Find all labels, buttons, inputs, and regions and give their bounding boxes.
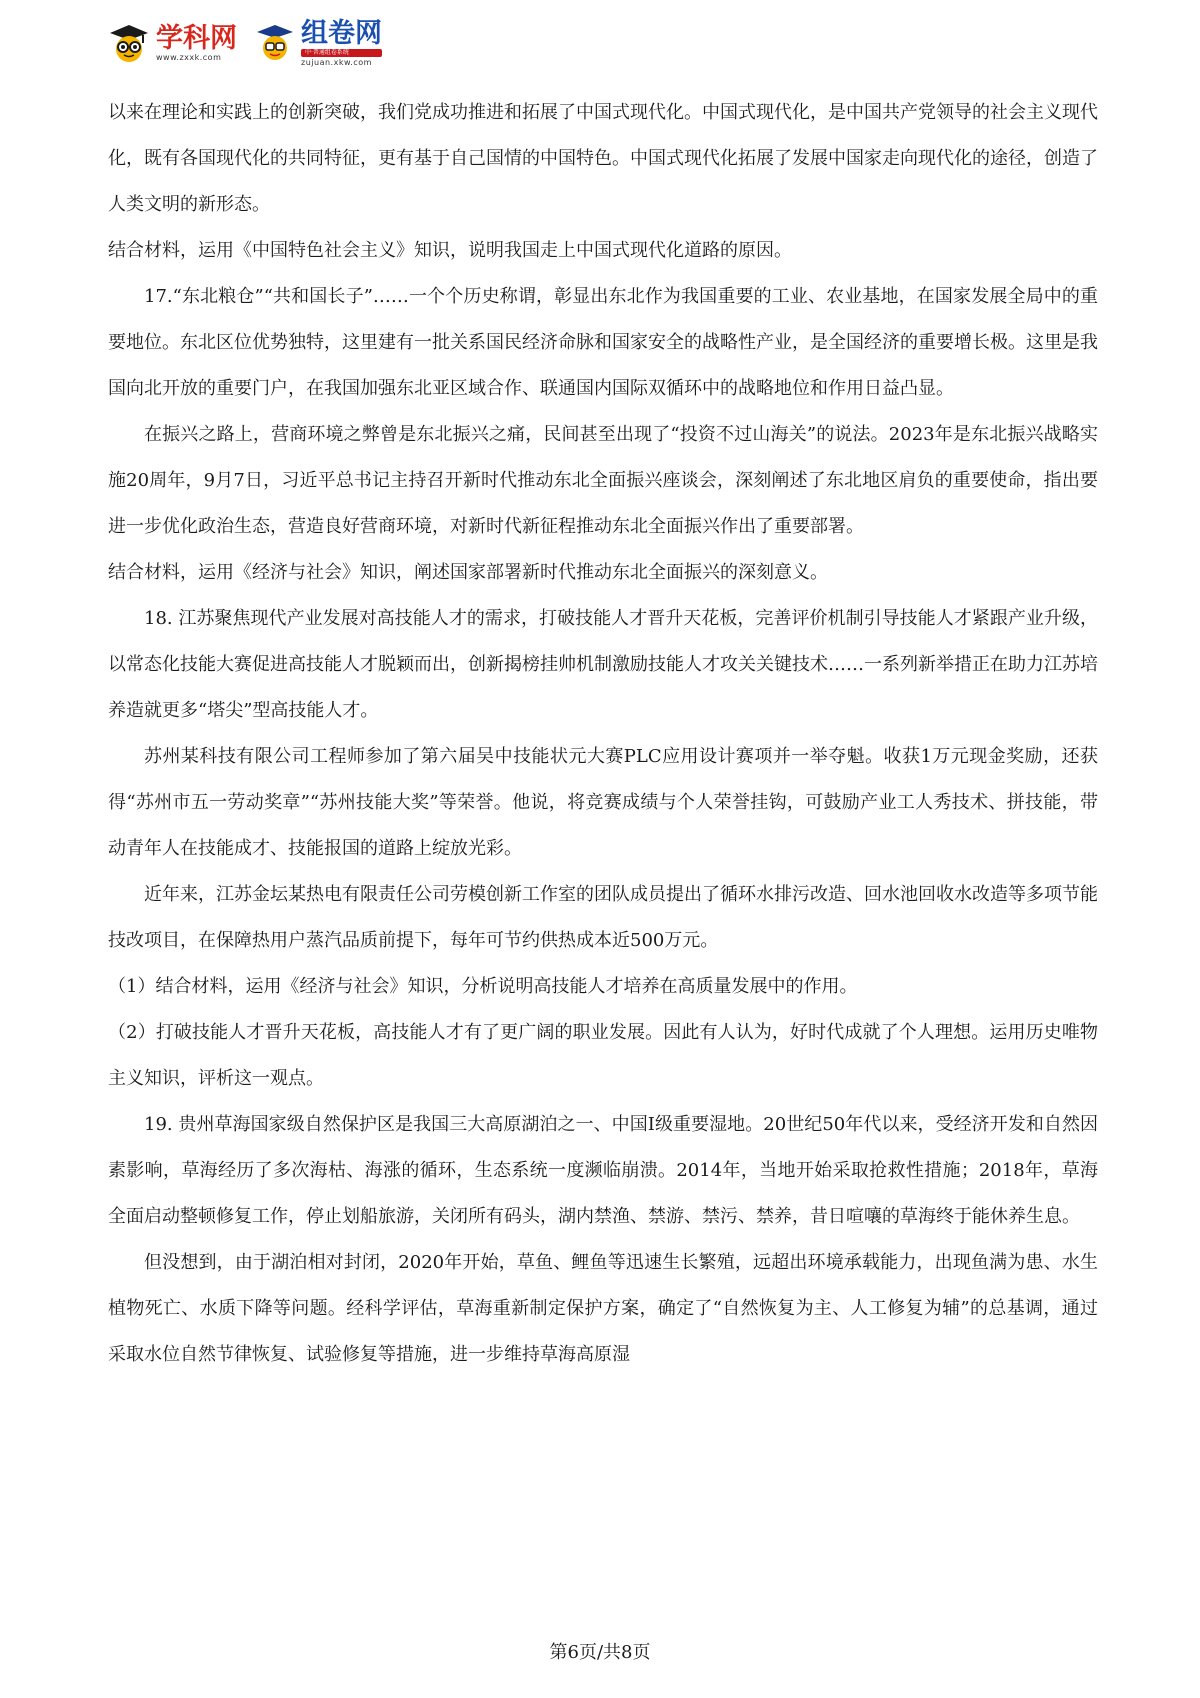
question-19-material-1: 19. 贵州草海国家级自然保护区是我国三大高原湖泊之一、中国Ⅰ级重要湿地。20世纪50年代以来，受经济开发和自然因素影响，草海经历了多次海枯、海涨的循环，生态系统一度濒临崩溃。2014年，当地开始采取抢救性措施；2018年，草海全面启动整顿修复工作，停止划船旅游，关闭所有码头，湖内禁渔、禁游、禁污、禁养，昔日喧嚷的草海终于能休养生息。 (108, 1114, 1098, 1227)
zxxk-logo[interactable] (108, 23, 237, 63)
question-17-material-2: 在振兴之路上，营商环境之弊曾是东北振兴之痛，民间甚至出现了“投资不过山海关”的说法。2023年是东北振兴战略实施20周年，9月7日，习近平总书记主持召开新时代推动东北全面振兴座谈会，深刻阐述了东北地区肩负的重要使命，指出要进一步优化政治生态，营造良好营商环境，对新时代新征程推动东北全面振兴作出了重要部署。 (108, 424, 1098, 537)
question-17-material-1: 17.“东北粮仓”“共和国长子”……一个个历史称谓，彰显出东北作为我国重要的工业、农业基地，在国家发展全局中的重要地位。东北区位优势独特，这里建有一批关系国民经济命脉和国家安全的战略性产业，是全国经济的重要增长极。这里是我国向北开放的重要门户，在我国加强东北亚区域合作、联通国内国际双循环中的战略地位和作用日益凸显。 (108, 286, 1098, 399)
question-18-material-1: 18. 江苏聚焦现代产业发展对高技能人才的需求，打破技能人才晋升天花板，完善评价机制引导技能人才紧跟产业升级，以常态化技能大赛促进高技能人才脱颖而出，创新揭榜挂帅机制激励技能人才攻关关键技术……一系列新举措正在助力江苏培养造就更多“塔尖”型高技能人才。 (108, 608, 1098, 721)
zujuan-logo-url: zujuan.xkw.com (301, 57, 372, 67)
question-16-prompt: 结合材料，运用《中国特色社会主义》知识，说明我国走上中国式现代化道路的原因。 (108, 240, 792, 261)
document-body (108, 90, 1098, 1378)
question-18-sub-1: （1）结合材料，运用《经济与社会》知识，分析说明高技能人才培养在高质量发展中的作用。 (108, 976, 858, 997)
zujuan-mascot-icon (255, 23, 295, 63)
paragraph-material-16-end: 以来在理论和实践上的创新突破，我们党成功推进和拓展了中国式现代化。中国式现代化，是中国共产党领导的社会主义现代化，既有各国现代化的共同特征，更有基于自己国情的中国特色。中国式现代化拓展了发展中国家走向现代化的途径，创造了人类文明的新形态。 (108, 102, 1098, 215)
zujuan-logo-name: 组卷网 (301, 17, 382, 49)
page-header (108, 18, 382, 68)
question-18-sub-2: （2）打破技能人才晋升天花板，高技能人才有了更广阔的职业发展。因此有人认为，好时代成就了个人理想。运用历史唯物主义知识，评析这一观点。 (108, 1022, 1098, 1089)
zujuan-logo-tag: 中·普通组卷系统 (301, 49, 382, 57)
zujuan-logo[interactable] (255, 17, 382, 67)
zxxk-logo-name: 学科网 (156, 22, 237, 54)
page-number: 第6页/共8页 (549, 1642, 651, 1663)
zxxk-logo-url: www.zxxk.com (156, 52, 222, 62)
question-18-material-2: 苏州某科技有限公司工程师参加了第六届吴中技能状元大赛PLC应用设计赛项并一举夺魁。收获1万元现金奖励，还获得“苏州市五一劳动奖章”“苏州技能大奖”等荣誉。他说，将竞赛成绩与个人荣誉挂钩，可鼓励产业工人秀技术、拼技能，带动青年人在技能成才、技能报国的道路上绽放光彩。 (108, 746, 1098, 859)
zxxk-mascot-icon (108, 23, 150, 63)
question-18-material-3: 近年来，江苏金坛某热电有限责任公司劳模创新工作室的团队成员提出了循环水排污改造、回水池回收水改造等多项节能技改项目，在保障热用户蒸汽品质前提下，每年可节约供热成本近500万元。 (108, 884, 1098, 951)
question-17-prompt: 结合材料，运用《经济与社会》知识，阐述国家部署新时代推动东北全面振兴的深刻意义。 (108, 562, 828, 583)
question-19-material-2: 但没想到，由于湖泊相对封闭，2020年开始，草鱼、鲤鱼等迅速生长繁殖，远超出环境承载能力，出现鱼满为患、水生植物死亡、水质下降等问题。经科学评估，草海重新制定保护方案，确定了“自然恢复为主、人工修复为辅”的总基调，通过采取水位自然节律恢复、试验修复等措施，进一步维持草海高原湿 (108, 1252, 1098, 1365)
